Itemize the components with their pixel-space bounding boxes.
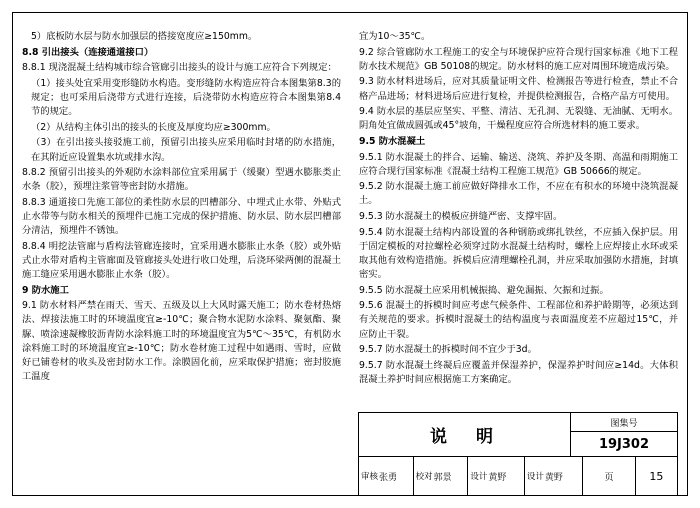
left-column [22, 30, 341, 470]
atlas-number-value: 19J302 [598, 436, 650, 452]
proofreader-label: 设计 [470, 472, 488, 482]
reviewer-field [359, 457, 414, 495]
paragraph: 9.1 防水材料严禁在雨天、雪天、五级及以上大风时露天施工；防水卷材热熔法、焊接法施工时的环境温度宜≥-10℃；聚合物水泥防水涂料、聚氨酯、聚脲、喷涂速凝橡胶沥青防水涂料施工时的环境温度宜为5℃～35℃，有机防水涂料施工时的环境温度宜≥-10℃；防水卷材施工过程中如遇雨、雪时，应做好已铺卷材的收头及密封防水工作。涂膜固化前，应采取保护措施；密封胶施工温度 [22, 300, 341, 382]
page-number: 15 [649, 469, 664, 483]
paragraph: 9.3 防水材料进场后，应对其质量证明文件、检测报告等进行检查，禁止不合格产品进场；材料进场后应进行复检，并提供检测报告，合格产品方可使用。 [359, 76, 678, 102]
reviewer-value: 张勇 [379, 472, 398, 483]
paragraph: 9.5.1 防水混凝土的拌合、运输、输送、浇筑、养护及冬期、高温和雨期施工应符合现行国家标准《混凝土结构工程施工规范》GB 50666的规定。 [359, 151, 678, 177]
paragraph: 5）底板防水层与防水加强层的搭接宽度应≥150mm。 [31, 31, 258, 42]
section-heading: 9 防水施工 [22, 284, 69, 296]
right-column [359, 30, 678, 470]
paragraph: 8.8.3 通道接口先施工部位的柔性防水层的凹槽部分、中埋式止水带、外贴式止水带等与防水相关的预埋件已施工完成的保护措施、防水层、防水层凹槽部分清洁，预埋件不锈蚀。 [22, 196, 341, 237]
paragraph: 9.5.7 防水混凝土的拆模时间不宜少于3d。 [359, 344, 537, 356]
proofreader-field [468, 457, 525, 495]
title-block [358, 412, 678, 496]
paragraph: 9.5.2 防水混凝土施工前应做好降排水工作，不应在有积水的环境中浇筑混凝土。 [359, 181, 678, 207]
paragraph: 8.8.4 明挖法管廊与盾构法管廊连接时，宜采用遇水膨胀止水条（胶）或外贴式止水带对盾构主管廊面及管廊接头处进行收口处理，后浇环梁两侧的混凝土施工缝应采用遇水膨胀止水条（胶）。 [22, 240, 341, 280]
two-column-body [22, 30, 678, 470]
designer-field [525, 457, 583, 495]
reviewer-label: 审核 [361, 472, 379, 482]
paragraph: 8.8.1 现浇混凝土结构城市综合管廊引出接头的设计与施工应符合下列规定： [22, 62, 337, 74]
checker-value: 郭景 [433, 472, 452, 483]
paragraph: 宜为10～35℃。 [359, 31, 431, 42]
atlas-number-label: 图集号 [571, 413, 677, 432]
document-title: 说 明 [359, 413, 571, 456]
paragraph: 9.2 综合管廊防水工程施工的安全与环境保护应符合现行国家标准《地下工程防水技术规范》GB 50108的规定。防水材料的施工应对周围环境造成污染。 [359, 46, 678, 72]
paragraph: 9.5.5 防水混凝土应采用机械振捣、避免漏振、欠振和过振。 [359, 284, 609, 296]
atlas-number-cell [571, 413, 677, 456]
title-block-bottom [359, 457, 677, 495]
proofreader-value: 黄野 [488, 472, 507, 483]
paragraph: 9.5.3 防水混凝土的模板应拼缝严密、支撑牢固。 [359, 211, 563, 222]
title-block-top [359, 413, 677, 457]
paragraph: 9.4 防水层的基层应坚实、平整、清洁、无孔洞、无裂缝、无油腻、无明水。阴角处宜做成圆弧或45°坡角，干燥程度应符合所选材料的施工要求。 [359, 106, 678, 132]
paragraph: 9.5.7 防水混凝土终凝后应覆盖并保湿养护，保湿养护时间应≥14d。大体积混凝土养护时间应根据施工方案确定。 [359, 359, 678, 385]
section-heading: 8.8 引出接头（连接通道接口） [22, 46, 154, 58]
paragraph: （3）在引出接头接驳施工前，预留引出接头应采用临时封堵的防水措施，在其附近应设置集水坑或排水沟。 [31, 137, 341, 163]
paragraph: （2）从结构主体引出的接头的长度及厚度均应≥300mm。 [31, 121, 276, 133]
section-heading: 9.5 防水混凝土 [359, 135, 426, 147]
paragraph: 9.5.6 混凝土的拆模时间应考虑气候条件、工程部位和养护龄期等，必须达到有关规范的要求。拆模时混凝土的结构温度与表面温度差不应超过15℃，并应防止干裂。 [359, 300, 678, 340]
paragraph: 8.8.2 预留引出接头的外观防水涂料部位宜采用属于（缓聚）型遇水膨胀类止水条（胶），预埋注浆管等密封防水措施。 [22, 167, 341, 193]
paragraph: 9.5.4 防水混凝土结构内部设置的各种钢筋或绑扎铁丝，不应插入保护层。用于固定模板的对拉螺栓必须穿过防水混凝土结构时，螺栓上应焊接止水环或采取其他有效构造措施。拆模后应清理螺栓孔洞，并应采取加强防水措施，封填密实。 [359, 226, 678, 280]
page-label: 页 [583, 457, 636, 495]
checker-field [414, 457, 469, 495]
designer-value: 黄野 [544, 472, 563, 483]
checker-label: 校对 [415, 472, 433, 482]
designer-label: 设计 [526, 472, 544, 482]
paragraph: （1）接头处宜采用变形缝防水构造。变形缝防水构造应符合本图集第8.3的规定；也可采用后浇带方式进行连接，后浇带防水构造应符合本图集第8.4节的规定。 [31, 77, 341, 118]
